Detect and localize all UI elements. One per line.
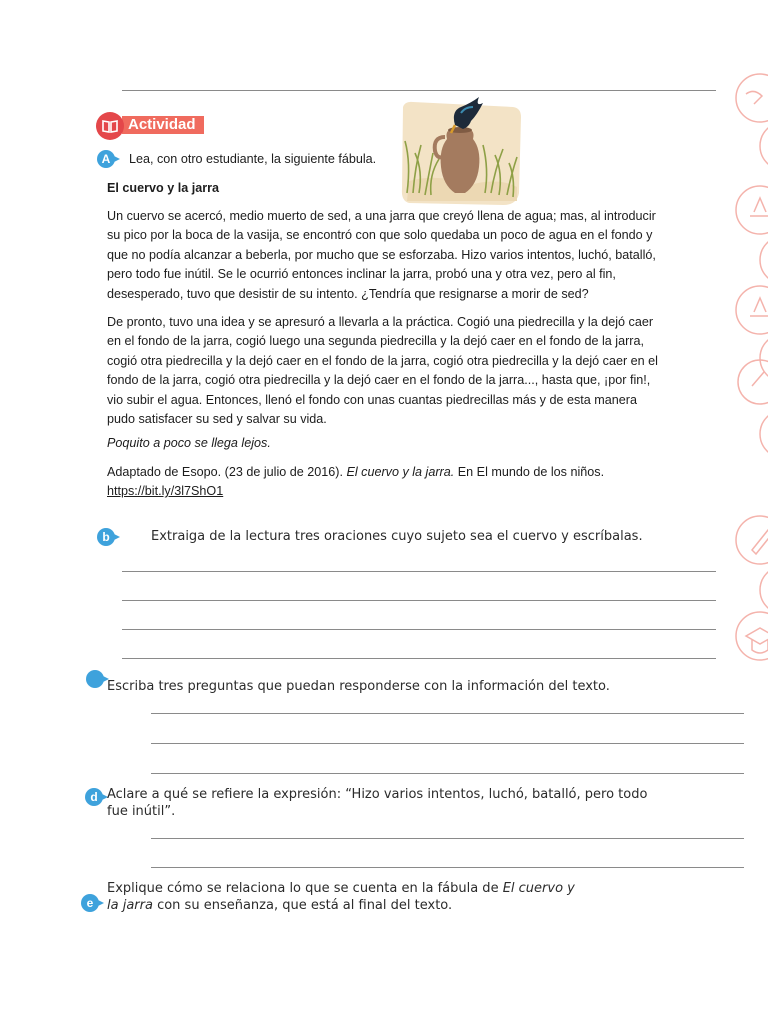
bullet-c: [86, 670, 104, 688]
question-e: [107, 880, 577, 914]
answer-line[interactable]: [122, 658, 716, 659]
answer-line[interactable]: [122, 629, 716, 630]
answer-line[interactable]: [151, 838, 744, 839]
crow-jar-illustration: [399, 93, 525, 209]
bullet-b: b: [97, 528, 115, 546]
bullet-a: A: [97, 150, 115, 168]
answer-line[interactable]: [151, 743, 744, 744]
margin-icons: [724, 70, 768, 690]
source-title: El cuervo y la jarra.: [346, 465, 455, 479]
answer-line[interactable]: [122, 571, 716, 572]
header-rule: [122, 90, 716, 91]
story-source: [107, 463, 667, 502]
story-paragraph-2: De pronto, tuvo una idea y se apresuró a llevarla a la práctica. Cogió una piedrecilla y la dejó caer en el fondo de la jarra, cogió luego una segunda piedrecilla y la dejó caer en el fondo de la jarra, cogió otra piedrecilla y la dejó caer en el fondo de la jarra, cogió otra piedrecilla y la dejó caer en el fondo de la jarra, cogió otra piedrecilla y la dejó caer en el fondo de la jarra..., hasta que, ¡por fin!, vio subir el agua. Entonces, llenó el fondo con unas cuantas piedrecillas más y de esta manera pudo satisfacer su sed y salvar su vida.: [107, 315, 658, 427]
story-paragraph-1: Un cuervo se acercó, medio muerto de sed, a una jarra que creyó llena de agua; mas, al introducir su pico por la boca de la vasija, se encontró con que solo quedaba un poco de agua en el fondo y que no podía alcanzar a beberla, por mucho que se esforzaba. Hizo varios intentos, luchó, batalló, pero todo fue inútil. Se le ocurrió entonces inclinar la jarra, probó una y otra vez, pero al fin, desesperado, tuvo que desistir de su intento. ¿Tendría que resignarse a morir de sed?: [107, 209, 656, 301]
question-e-title: El cuervo y la jarra: [107, 881, 575, 913]
source-link[interactable]: https://bit.ly/3l7ShO1: [107, 484, 224, 499]
instruction-a: Lea, con otro estudiante, la siguiente fábula.: [129, 152, 377, 166]
source-suffix: En El mundo de los niños.: [454, 465, 605, 479]
activity-label: Actividad: [122, 116, 204, 134]
book-icon: [96, 112, 124, 140]
question-c: Escriba tres preguntas que puedan responderse con la información del texto.: [107, 679, 610, 694]
answer-line[interactable]: [151, 773, 744, 774]
answer-line[interactable]: [122, 600, 716, 601]
story-title: El cuervo y la jarra: [107, 181, 220, 195]
question-b: Extraiga de la lectura tres oraciones cuyo sujeto sea el cuervo y escríbalas.: [151, 529, 643, 544]
source-prefix: Adaptado de Esopo. (23 de julio de 2016).: [107, 465, 347, 479]
question-e-suffix: con su enseñanza, que está al final del texto.: [152, 898, 453, 913]
answer-line[interactable]: [151, 867, 744, 868]
question-e-prefix: Explique cómo se relaciona lo que se cuenta en la fábula de: [107, 881, 503, 896]
answer-line[interactable]: [151, 713, 744, 714]
bullet-d: d: [85, 788, 103, 806]
story-moral: Poquito a poco se llega lejos.: [107, 436, 271, 450]
question-d: Aclare a qué se refiere la expresión: “Hizo varios intentos, luchó, batalló, pero todo fue inútil”.: [107, 787, 648, 819]
bullet-e: e: [81, 894, 99, 912]
